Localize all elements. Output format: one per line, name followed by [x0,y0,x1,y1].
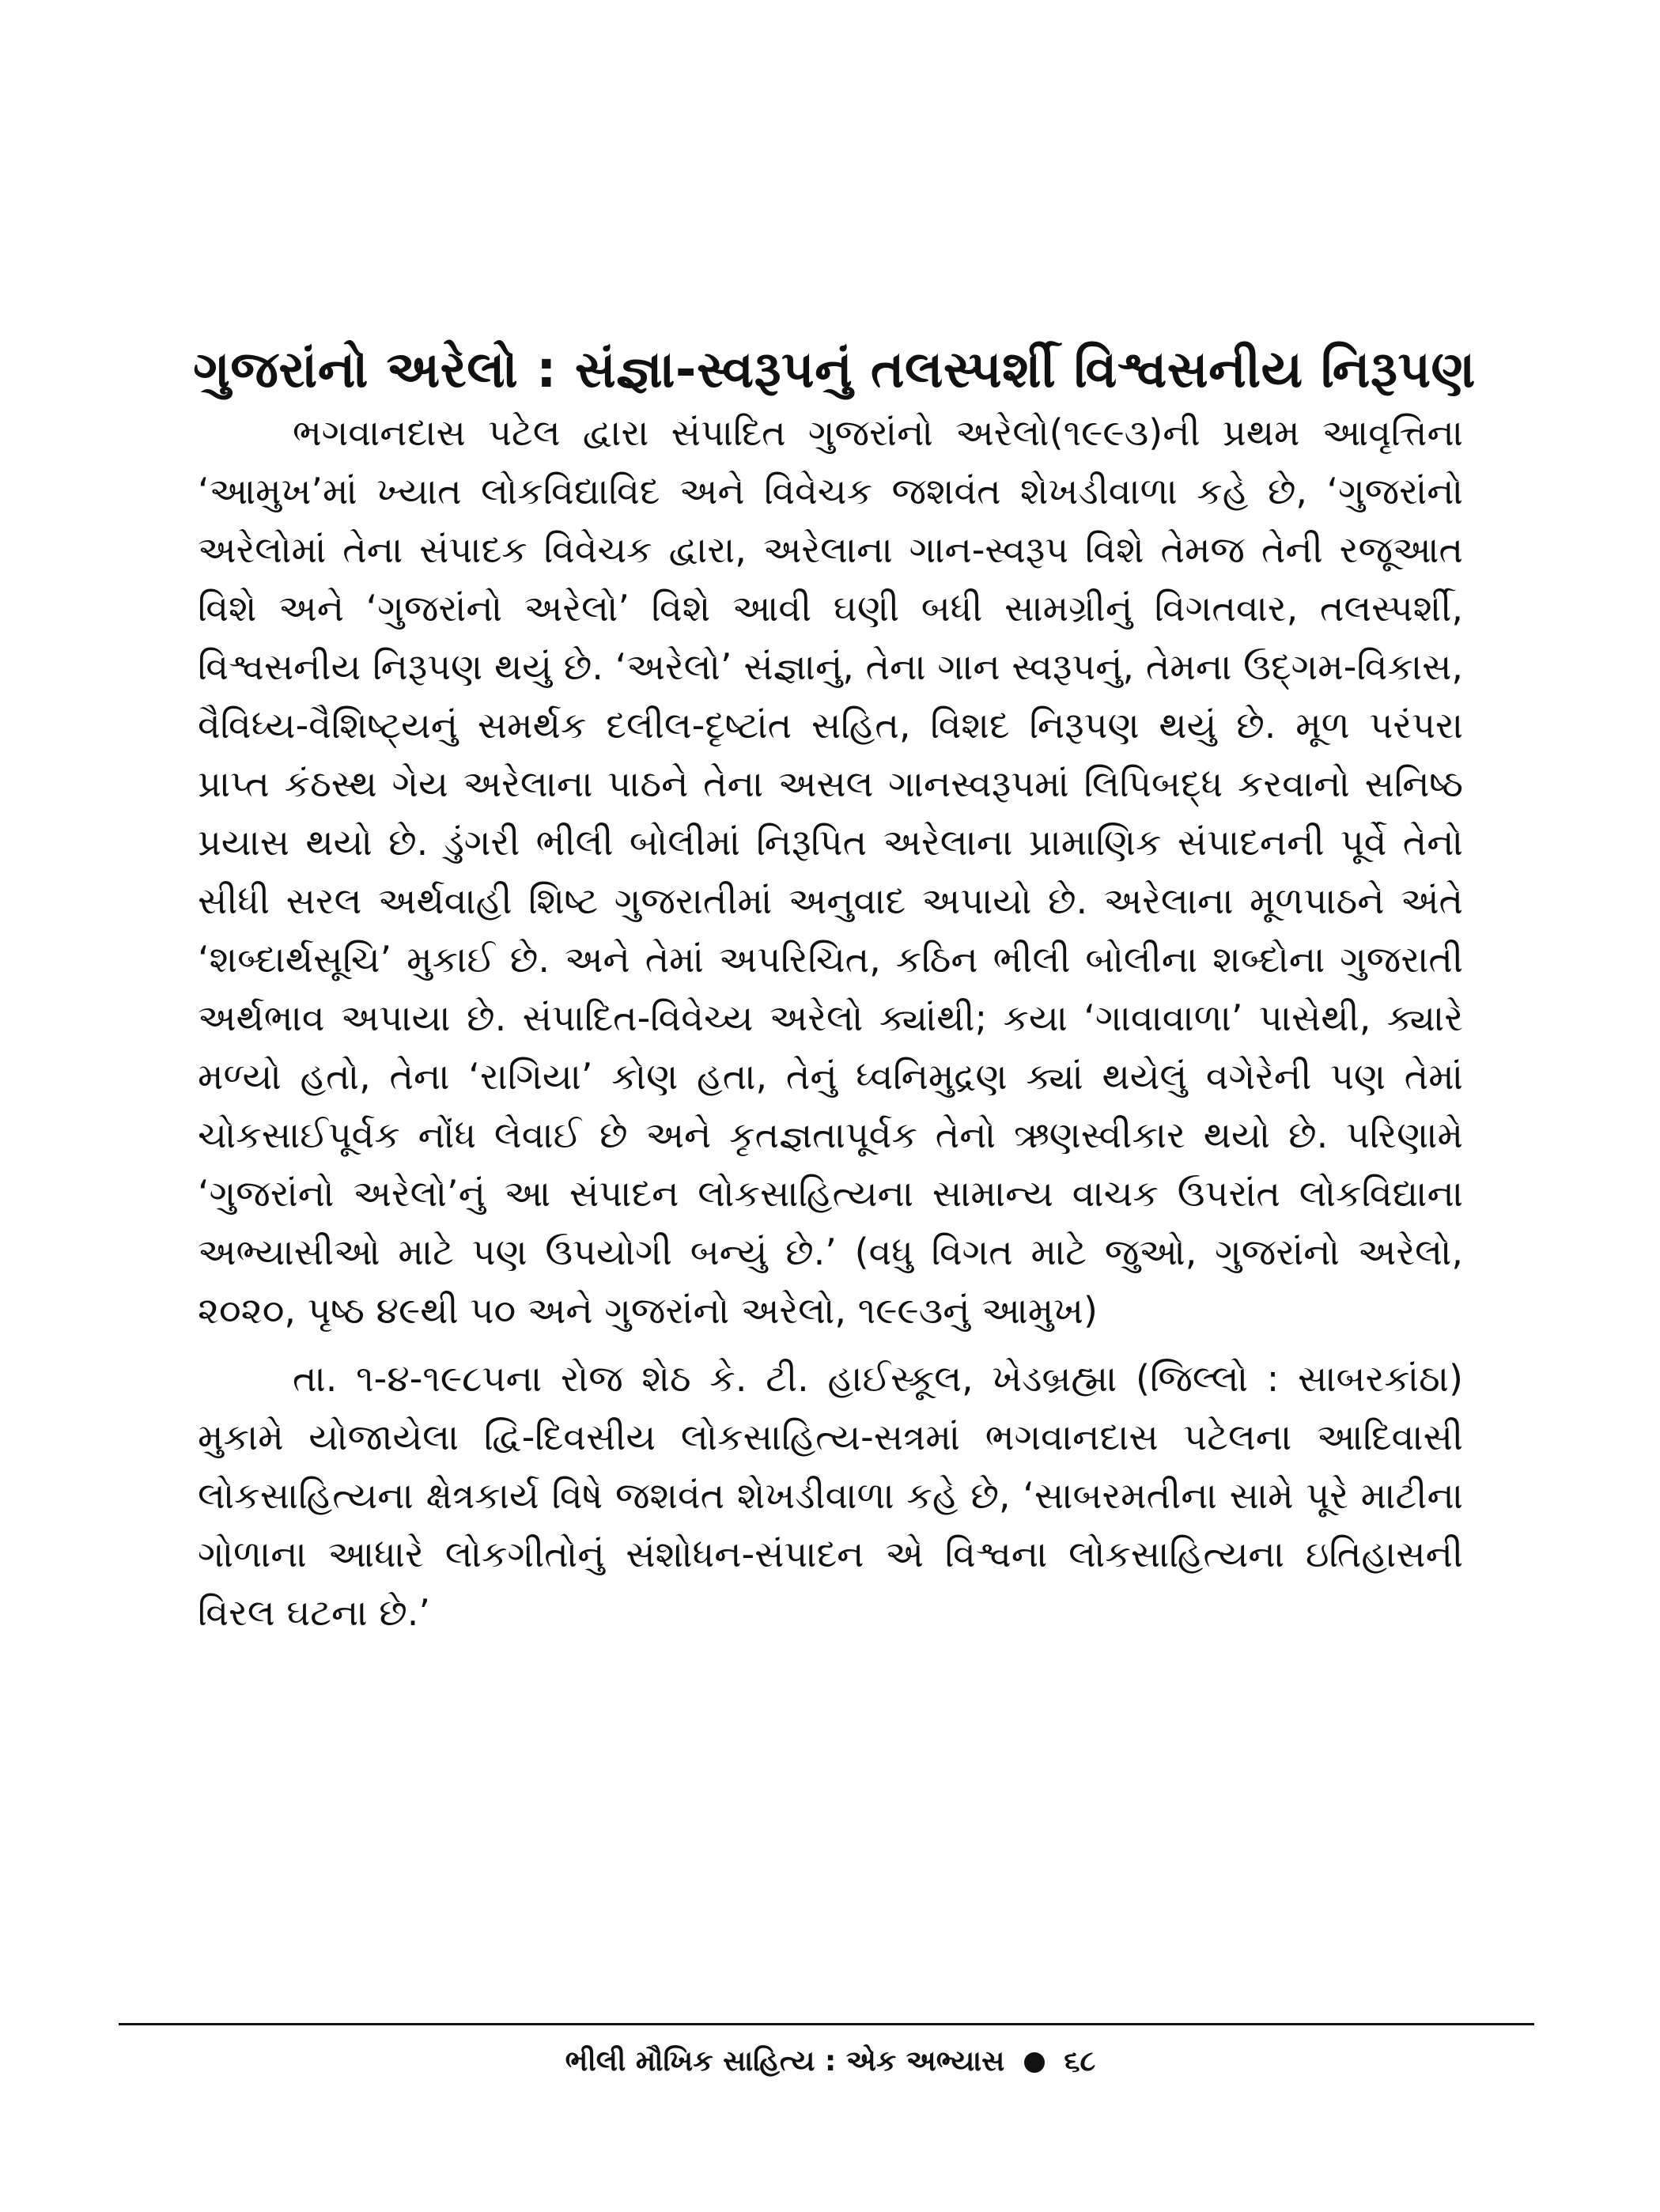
page-title: ગુજરાંનો અરેલો : સંજ્ઞા-સ્વરૂપનું તલસ્પર્શી વિશ્વસનીય નિરૂપણ [193,340,1476,399]
footer-book-title: ભીલી મૌખિક સાહિત્ય : એક અભ્યાસ [565,2045,1005,2078]
paragraph-2: તા. ૧-૪-૧૯૮૫ના રોજ શેઠ કે. ટી. હાઈસ્કૂલ, ખેડબ્રહ્મા (જિલ્લો : સાબરકાંઠા) મુકામે યોજાયેલા દ્વિ-દિવસીય લોકસાહિત્ય-સત્રમાં ભગવાનદાસ પટેલના આદિવાસી લોકસાહિત્યના ક્ષેત્રકાર્ય વિષે જશવંત શેખડીવાળા કહે છે, ‘સાબરમતીના સામે પૂરે માટીના ગોળાના આધારે લોકગીતોનું સંશોધન-સંપાદન એ વિશ્વના લોકસાહિત્યના ઇતિહાસની વિરલ ઘટના છે.’ [198,1357,1463,1634]
page-footer [316,2042,1344,2082]
article-body [198,403,1463,1651]
paragraph-1: ભગવાનદાસ પટેલ દ્વારા સંપાદિત ગુજરાંનો અરેલો(૧૯૯૩)ની પ્રથમ આવૃત્તિના ‘આમુખ’માં ખ્યાત લોકવિદ્યાવિદ અને વિવેચક જશવંત શેખડીવાળા કહે છે, ‘ગુજરાંનો અરેલોમાં તેના સંપાદક વિવેચક દ્વારા, અરેલાના ગાન-સ્વરૂપ વિશે તેમજ તેની રજૂઆત વિશે અને ‘ગુજરાંનો અરેલો’ વિશે આવી ઘણી બધી સામગ્રીનું વિગતવાર, તલસ્પર્શી, વિશ્વસનીય નિરૂપણ થયું છે. ‘અરેલો’ સંજ્ઞાનું, તેના ગાન સ્વરૂપનું, તેમના ઉદ્‌ગમ-વિકાસ, વૈવિધ્ય-વૈશિષ્ટ્યનું સમર્થક દલીલ-દૃષ્ટાંત સહિત, વિશદ નિરૂપણ થયું છે. મૂળ પરંપરા પ્રાપ્ત કંઠસ્થ ગેય અરેલાના પાઠને તેના અસલ ગાનસ્વરૂપમાં લિપિબદ્ધ કરવાનો સનિષ્ઠ પ્રયાસ થયો છે. ડુંગરી ભીલી બોલીમાં નિરૂપિત અરેલાના પ્રામાણિક સંપાદનની પૂર્વે તેનો સીધી સરલ અર્થવાહી શિષ્ટ ગુજરાતીમાં અનુવાદ અપાયો છે. અરેલાના મૂળપાઠને અંતે ‘શબ્દાર્થસૂચિ’ મુકાઈ છે. અને તેમાં અપરિચિત, કઠિન ભીલી બોલીના શબ્દોના ગુજરાતી અર્થભાવ અપાયા છે. સંપાદિત-વિવેચ્ય અરેલો ક્યાંથી; કયા ‘ગાવાવાળા’ પાસેથી, ક્યારે મળ્યો હતો, તેના ‘રાગિયા’ કોણ હતા, તેનું ધ્વનિમુદ્રણ ક્યાં થયેલું વગેરેની પણ તેમાં ચોકસાઈપૂર્વક નોંધ લેવાઈ છે અને કૃતજ્ઞતાપૂર્વક તેનો ઋણસ્વીકાર થયો છે. પરિણામે ‘ગુજરાંનો અરેલો’નું આ સંપાદન લોકસાહિત્યના સામાન્ય વાચક ઉપરાંત લોકવિદ્યાના અભ્યાસીઓ માટે પણ ઉપયોગી બન્યું છે.’ (વધુ વિગત માટે જુઓ, ગુજરાંનો અરેલો, ૨૦૨૦, પૃષ્ઠ ૪૯થી ૫૦ અને ગુજરાંનો અરેલો, ૧૯૯૩નું આમુખ) [198,411,1463,1332]
bullet-icon [1024,2052,1045,2073]
footer-divider [119,2023,1534,2025]
page-number: ૬૮ [1064,2045,1096,2078]
